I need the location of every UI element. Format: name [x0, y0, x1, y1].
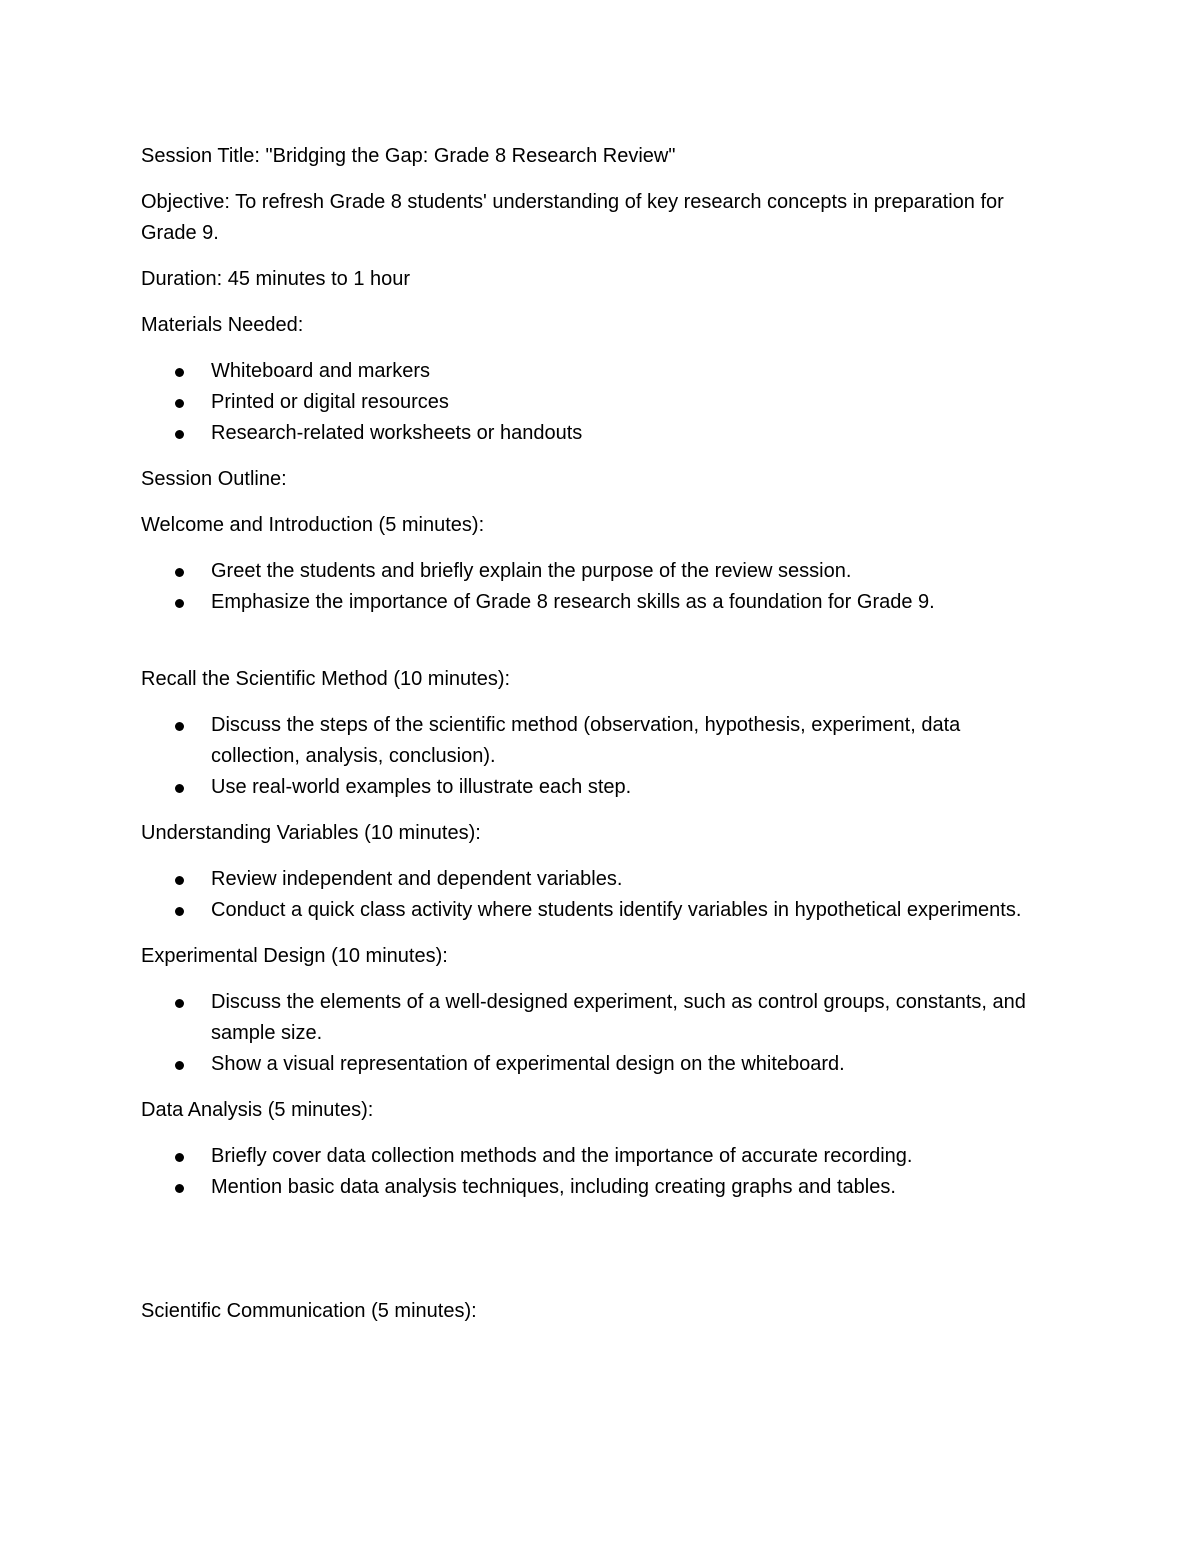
bullet-icon — [175, 1153, 184, 1162]
list-item-text: Emphasize the importance of Grade 8 research skills as a foundation for Grade 9. — [211, 591, 935, 613]
list-item — [141, 1141, 1051, 1172]
document-body — [141, 141, 1051, 1342]
list-item-text: Review independent and dependent variables. — [211, 868, 623, 890]
list-item-text: Greet the students and briefly explain the purpose of the review session. — [211, 560, 852, 582]
section-heading: Data Analysis (5 minutes): — [141, 1099, 374, 1121]
list-item-text: Research-related worksheets or handouts — [211, 422, 583, 444]
section-heading: Welcome and Introduction (5 minutes): — [141, 514, 485, 536]
objective: Objective: To refresh Grade 8 students' understanding of key research concepts in preparation for Grade 9. — [141, 191, 1004, 244]
bullet-icon — [175, 599, 184, 608]
section-heading: Experimental Design (10 minutes): — [141, 945, 448, 967]
bullet-icon — [175, 1061, 184, 1070]
section-list — [141, 1141, 1051, 1203]
list-item — [141, 772, 1051, 803]
list-item — [141, 987, 1051, 1049]
list-item-text: Use real-world examples to illustrate each step. — [211, 776, 632, 798]
list-item — [141, 1049, 1051, 1080]
list-item — [141, 356, 1051, 387]
list-item-text: Show a visual representation of experimental design on the whiteboard. — [211, 1053, 845, 1075]
list-item-text: Mention basic data analysis techniques, including creating graphs and tables. — [211, 1176, 896, 1198]
outline-heading: Session Outline: — [141, 468, 287, 490]
section-heading: Scientific Communication (5 minutes): — [141, 1300, 477, 1322]
bullet-icon — [175, 722, 184, 731]
list-item — [141, 556, 1051, 587]
list-item-text: Conduct a quick class activity where students identify variables in hypothetical experiments. — [211, 899, 1022, 921]
duration: Duration: 45 minutes to 1 hour — [141, 268, 411, 290]
list-item-text: Briefly cover data collection methods and the importance of accurate recording. — [211, 1145, 913, 1167]
bullet-icon — [175, 368, 184, 377]
bullet-icon — [175, 907, 184, 916]
section-list — [141, 710, 1051, 803]
list-item-text: Discuss the elements of a well-designed experiment, such as control groups, constants, and sample size. — [211, 991, 1026, 1044]
section-list — [141, 556, 1051, 618]
list-item-text: Whiteboard and markers — [211, 360, 430, 382]
list-item — [141, 418, 1051, 449]
bullet-icon — [175, 430, 184, 439]
section-list — [141, 987, 1051, 1080]
list-item-text: Discuss the steps of the scientific method (observation, hypothesis, experiment, data collection, analysis, conclusion). — [211, 714, 961, 767]
list-item — [141, 587, 1051, 618]
materials-list — [141, 356, 1051, 449]
section-heading: Recall the Scientific Method (10 minutes): — [141, 668, 511, 690]
list-item-text: Printed or digital resources — [211, 391, 449, 413]
bullet-icon — [175, 1184, 184, 1193]
bullet-icon — [175, 399, 184, 408]
list-item — [141, 387, 1051, 418]
section-list — [141, 864, 1051, 926]
bullet-icon — [175, 876, 184, 885]
bullet-icon — [175, 999, 184, 1008]
session-title: Session Title: "Bridging the Gap: Grade 8 Research Review" — [141, 145, 676, 167]
blank-line — [141, 1218, 1051, 1296]
list-item — [141, 895, 1051, 926]
bullet-icon — [175, 784, 184, 793]
bullet-icon — [175, 568, 184, 577]
list-item — [141, 864, 1051, 895]
materials-heading: Materials Needed: — [141, 314, 304, 336]
list-item — [141, 1172, 1051, 1203]
list-item — [141, 710, 1051, 772]
section-heading: Understanding Variables (10 minutes): — [141, 822, 481, 844]
blank-line — [141, 633, 1051, 664]
